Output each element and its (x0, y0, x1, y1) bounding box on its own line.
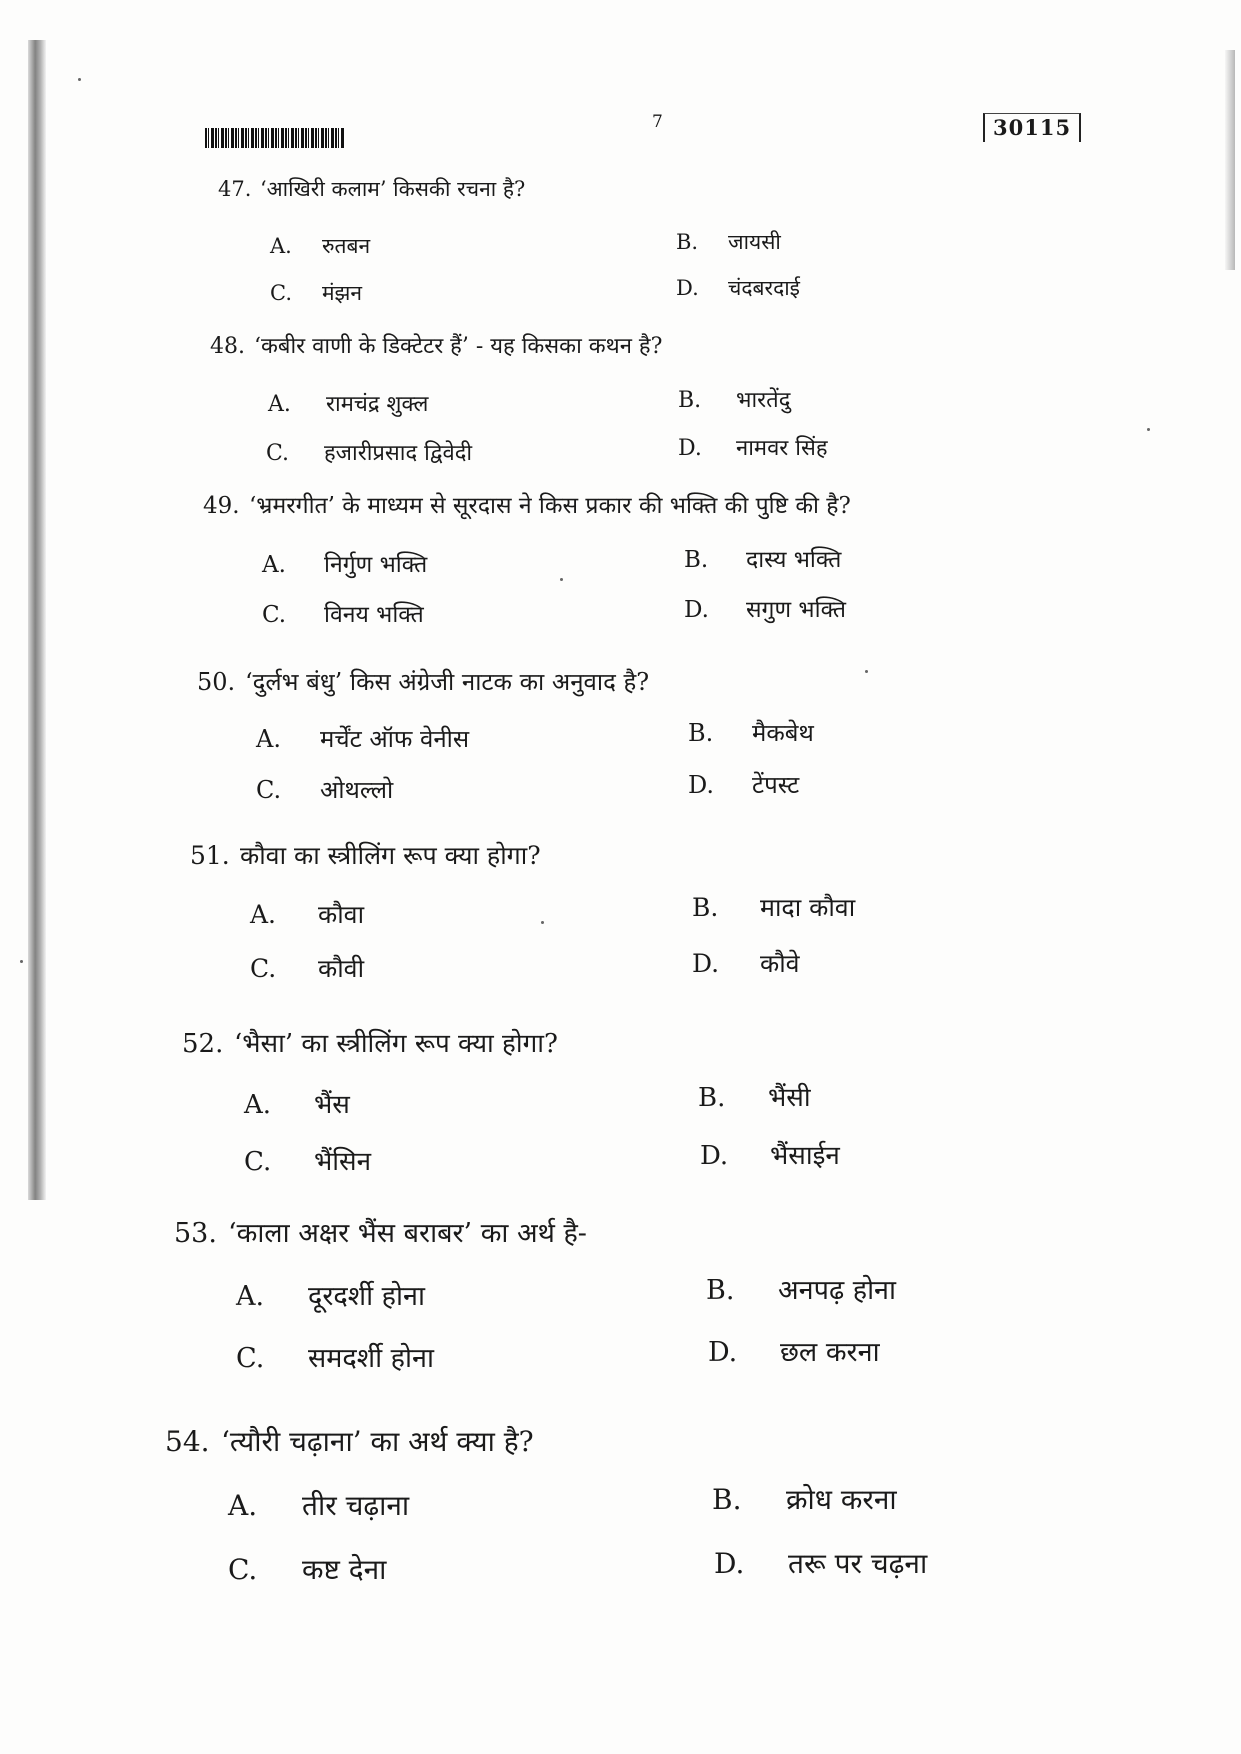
option-letter: D. (684, 597, 709, 623)
question-text-line (182, 1024, 558, 1060)
option-text: टेंपस्ट (752, 771, 800, 799)
option-text: तरू पर चढ़ना (788, 1547, 928, 1580)
page-number: 7 (652, 112, 663, 132)
question-text: ‘काला अक्षर भैंस बराबर’ का अर्थ है- (228, 1218, 587, 1249)
option-text: कौवी (318, 954, 365, 983)
barcode (205, 128, 345, 148)
option-text: मर्चेंट ऑफ वेनीस (320, 725, 470, 753)
question-number: 47. (218, 177, 252, 201)
option-b (698, 1078, 811, 1114)
option-a (270, 232, 370, 260)
option-c (266, 437, 472, 467)
option-text: अनपढ़ होना (778, 1275, 897, 1306)
option-letter: B. (712, 1483, 742, 1516)
option-letter: A. (256, 725, 281, 753)
option-text: भारतेंदु (736, 388, 791, 413)
option-letter: D. (692, 949, 720, 978)
option-text: तीर चढ़ाना (302, 1489, 410, 1522)
option-c (236, 1338, 434, 1375)
question-text: ‘त्यौरी चढ़ाना’ का अर्थ क्या है? (221, 1425, 534, 1458)
option-letter: A. (236, 1281, 265, 1312)
option-d (714, 1544, 927, 1582)
option-text: भैंसी (768, 1083, 811, 1113)
question-number: 50. (197, 668, 236, 696)
option-a (250, 897, 364, 931)
option-letter: C. (236, 1343, 265, 1374)
question-text-line (197, 665, 649, 698)
option-letter: A. (262, 552, 286, 578)
option-letter: C. (250, 954, 277, 983)
option-letter: C. (244, 1147, 272, 1177)
question-text-line (203, 488, 851, 520)
option-text: नामवर सिंह (736, 436, 828, 461)
option-b (706, 1270, 896, 1307)
paper-code: 30115 (983, 113, 1081, 142)
option-letter: A. (268, 392, 291, 417)
option-letter: B. (698, 1083, 726, 1113)
option-letter: B. (706, 1275, 735, 1306)
option-text: क्रोध करना (786, 1483, 897, 1516)
option-text: रुतबन (322, 234, 371, 258)
question-text-line (165, 1422, 534, 1460)
question-text-line (190, 838, 541, 872)
option-c (270, 279, 362, 307)
option-c (262, 597, 424, 629)
option-text: सगुण भक्ति (746, 597, 847, 623)
option-d (700, 1136, 840, 1172)
option-text: मैकबेथ (752, 719, 814, 747)
option-letter: D. (708, 1337, 738, 1368)
option-text: चंदबरदाई (728, 276, 800, 300)
option-text: ओथल्लो (320, 776, 394, 804)
question-number: 48. (210, 334, 245, 359)
option-text: हजारीप्रसाद द्विवेदी (324, 441, 473, 466)
question-text: ‘भ्रमरगीत’ के माध्यम से सूरदास ने किस प्रकार की भक्ति की पुष्टि की है? (249, 493, 851, 519)
option-text: दास्य भक्ति (746, 547, 842, 573)
scan-binding-shadow (28, 40, 46, 1200)
question-text: कौवा का स्त्रीलिंग रूप क्या होगा? (240, 841, 541, 870)
option-text: भैंसाईन (770, 1141, 840, 1171)
option-letter: D. (678, 436, 702, 461)
option-d (692, 946, 800, 980)
question-number: 51. (190, 841, 230, 870)
option-b (712, 1480, 897, 1518)
option-text: मादा कौवा (760, 893, 856, 922)
option-letter: D. (688, 771, 715, 799)
option-letter: B. (692, 893, 719, 922)
option-letter: C. (256, 776, 282, 804)
question-text: ‘भैसा’ का स्त्रीलिंग रूप क्या होगा? (234, 1029, 558, 1059)
option-letter: C. (270, 281, 292, 305)
option-d (708, 1332, 880, 1369)
option-d (678, 432, 828, 462)
option-text: विनय भक्ति (324, 602, 424, 628)
option-text: रामचंद्र शुक्ल (326, 392, 429, 417)
question-number: 53. (174, 1218, 217, 1249)
option-letter: D. (676, 276, 699, 300)
option-a (244, 1085, 350, 1121)
option-letter: A. (228, 1489, 258, 1522)
option-text: निर्गुण भक्ति (324, 552, 428, 578)
option-letter: B. (688, 719, 714, 747)
option-letter: B. (678, 388, 702, 413)
option-b (684, 542, 841, 574)
option-letter: C. (228, 1553, 258, 1586)
option-text: दूरदर्शी होना (308, 1281, 425, 1312)
option-b (692, 890, 855, 924)
option-text: कौवा (318, 900, 365, 929)
option-c (228, 1550, 386, 1588)
option-text: छल करना (780, 1337, 880, 1368)
option-letter: A. (250, 900, 277, 929)
option-text: कष्ट देना (302, 1553, 387, 1586)
question-text-line (174, 1213, 587, 1250)
option-text: कौवे (760, 949, 800, 978)
option-letter: A. (270, 234, 292, 258)
option-c (250, 951, 364, 985)
option-letter: A. (244, 1090, 272, 1120)
option-letter: B. (684, 547, 709, 573)
option-text: भैंसिन (314, 1147, 372, 1177)
option-b (676, 228, 781, 256)
question-text: ‘आखिरी कलाम’ किसकी रचना है? (260, 177, 526, 201)
option-letter: C. (262, 602, 287, 628)
option-text: मंझन (322, 281, 363, 305)
option-d (676, 274, 800, 302)
scan-edge-shadow (1225, 50, 1235, 270)
option-letter: D. (714, 1547, 745, 1580)
option-d (688, 768, 799, 801)
option-a (256, 722, 469, 755)
option-letter: B. (676, 230, 699, 254)
question-text-line (218, 175, 525, 203)
option-text: भैंस (314, 1090, 350, 1120)
option-b (688, 716, 814, 749)
option-a (228, 1486, 409, 1524)
option-a (262, 547, 427, 579)
option-letter: D. (700, 1141, 729, 1171)
option-letter: C. (266, 441, 290, 466)
option-a (268, 388, 428, 418)
option-d (684, 592, 846, 624)
question-number: 54. (165, 1425, 210, 1458)
option-text: जायसी (728, 230, 781, 254)
question-text: ‘कबीर वाणी के डिक्टेटर हैं’ - यह किसका कथन है? (254, 334, 663, 359)
option-a (236, 1276, 425, 1313)
question-number: 52. (182, 1029, 224, 1059)
question-text-line (210, 330, 662, 360)
question-number: 49. (203, 493, 240, 519)
option-c (256, 773, 393, 806)
option-b (678, 384, 790, 414)
option-text: समदर्शी होना (308, 1343, 434, 1374)
option-c (244, 1142, 371, 1178)
question-text: ‘दुर्लभ बंधु’ किस अंग्रेजी नाटक का अनुवाद है? (245, 668, 650, 696)
